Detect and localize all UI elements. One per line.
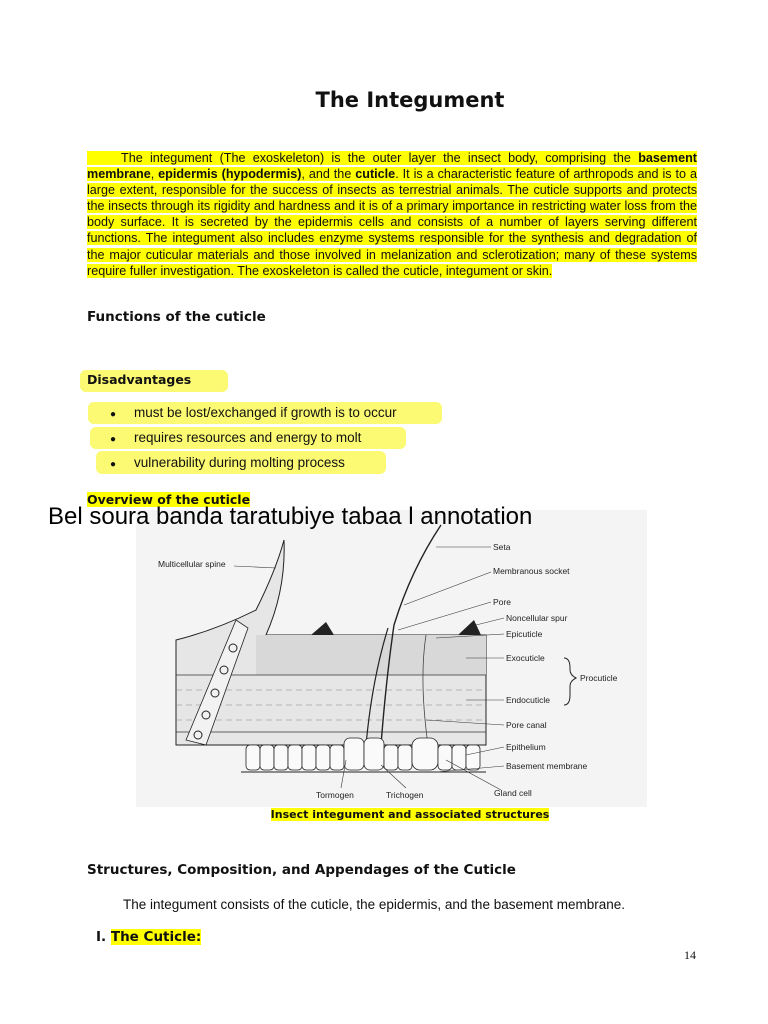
label-tormogen: Tormogen: [316, 790, 354, 800]
term-cuticle: cuticle: [355, 167, 396, 182]
label-multicellular-spine: Multicellular spine: [158, 559, 226, 569]
list-item: ● must be lost/exchanged if growth is to occur: [110, 405, 397, 420]
intro-text-4: . It is a characteristic feature of arthropods and is to a large extent, responsible for the success of insects as terrestrial animals. The cuticle supports and protects the insects through its rigidity and hardness and it is of a primary importance in restricting water loss from the body surface. It is secreted by the epidermis cells and consists of a number of layers serving different functions. The integument also includes enzyme systems responsible for the synthesis and degradation of the major cuticular materials and those involved in melanization and sclerotization; many of these systems require fuller investigation. The exoskeleton is called the cuticle, integument or skin.: [87, 167, 698, 278]
page-title: The Integument: [315, 88, 505, 112]
label-basement-membrane: Basement membrane: [506, 761, 588, 771]
structures-heading: Structures, Composition, and Appendages of the Cuticle: [87, 862, 516, 878]
structures-text: The integument consists of the cuticle, the epidermis, and the basement membrane.: [123, 897, 626, 912]
label-seta: Seta: [493, 542, 511, 552]
label-epithelium: Epithelium: [506, 742, 546, 752]
figure-caption: Insect integument and associated structures: [270, 808, 550, 821]
label-pore: Pore: [493, 597, 511, 607]
intro-text-2: ,: [150, 167, 159, 182]
term-epidermis: epidermis (hypodermis): [158, 167, 302, 182]
term-basement-membrane: basement membrane: [87, 151, 697, 182]
label-exocuticle: Exocuticle: [506, 653, 545, 663]
bullet-icon: ●: [110, 409, 117, 420]
disadvantages-heading: Disadvantages: [87, 372, 192, 387]
intro-text-3: , and the: [301, 167, 356, 182]
intro-paragraph: [87, 150, 697, 279]
intro-text-1: The integument (The exoskeleton) is the outer layer the insect body, comprising the: [121, 151, 639, 165]
page-number: 14: [684, 948, 696, 962]
label-noncellular-spur: Noncellular spur: [506, 613, 568, 623]
label-gland-cell: Gland cell: [494, 788, 532, 798]
label-trichogen: Trichogen: [386, 790, 424, 800]
functions-heading: Functions of the cuticle: [87, 309, 266, 325]
label-epicuticle: Epicuticle: [506, 629, 543, 639]
section-numeral: I.: [96, 929, 107, 945]
bullet-icon: ●: [110, 459, 117, 470]
bullet-icon: ●: [110, 434, 117, 445]
section-heading: [96, 929, 201, 945]
overview-heading: Overview of the cuticle: [87, 492, 251, 507]
label-endocuticle: Endocuticle: [506, 695, 550, 705]
integument-figure: [136, 510, 647, 807]
label-membranous-socket: Membranous socket: [493, 566, 570, 576]
annotation-text: Bel soura banda taratubiye tabaa l annotation: [48, 503, 533, 530]
label-procuticle: Procuticle: [580, 673, 618, 683]
label-pore-canal: Pore canal: [506, 720, 547, 730]
section-label: The Cuticle:: [110, 929, 202, 945]
list-item: ● requires resources and energy to molt: [110, 430, 362, 445]
integument-diagram: [136, 510, 647, 807]
list-item: ● vulnerability during molting process: [110, 455, 345, 470]
